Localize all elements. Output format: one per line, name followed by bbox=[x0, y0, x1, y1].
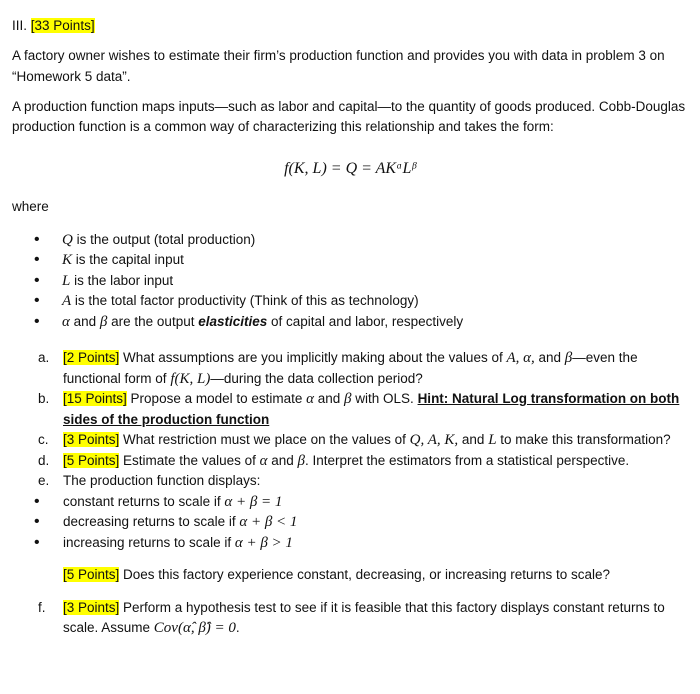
question-a: a. [2 Points] What assumptions are you implicitly making about the values of A, α, and β—even the functional form of f(K, L)—during the data collection period? bbox=[38, 350, 638, 387]
cobb-douglas-formula: f(K, L) = Q = AKᵅLᵝ bbox=[284, 160, 416, 178]
description-paragraph: A production function maps inputs—such as labor and capital—to the quantity of goods produced. Cobb-Douglas production function is a common way of characterizing this relationship and takes the form: bbox=[12, 98, 686, 134]
definition-item: • α and β are the output elasticities of capital and labor, respectively bbox=[34, 312, 688, 333]
section-number: III. bbox=[12, 18, 28, 33]
question-label: b. bbox=[38, 391, 50, 406]
definition-item: • K is the capital input bbox=[34, 250, 688, 271]
question-points: [3 Points] bbox=[63, 599, 120, 615]
question-b: b. [15 Points] Propose a model to estimate α and β with OLS. Hint: Natural Log transformation on both sides of the production function bbox=[38, 391, 680, 427]
question-points: [15 Points] bbox=[63, 391, 127, 406]
definition-item: • L is the labor input bbox=[34, 271, 688, 292]
definition-item: • A is the total factor productivity (Think of this as technology) bbox=[34, 291, 688, 312]
definition-item: • Q is the output (total production) bbox=[34, 230, 688, 251]
question-label: d. bbox=[38, 452, 50, 468]
question-label: f. bbox=[38, 599, 46, 615]
hint-text: Hint: Natural Log transformation on both sides of the production function bbox=[63, 391, 680, 427]
definitions-list bbox=[12, 230, 688, 333]
intro-paragraph: A factory owner wishes to estimate their firm’s production function and provides you with data in problem 3 on “Homework 5 data”. bbox=[12, 48, 665, 84]
returns-item: • increasing returns to scale if α + β > 1 bbox=[34, 533, 688, 554]
question-e-followup: [5 Points] Does this factory experience constant, decreasing, or increasing returns to scale? bbox=[63, 567, 611, 582]
returns-item: • decreasing returns to scale if α + β < 1 bbox=[34, 512, 688, 533]
returns-to-scale-list bbox=[12, 492, 688, 554]
question-label: a. bbox=[38, 350, 50, 365]
question-points: [5 Points] bbox=[63, 567, 120, 582]
section-header bbox=[12, 16, 688, 36]
returns-item: • constant returns to scale if α + β = 1 bbox=[34, 492, 688, 513]
question-points: [2 Points] bbox=[63, 350, 120, 365]
where-label: where bbox=[12, 199, 49, 215]
document bbox=[12, 16, 688, 639]
question-e: e. The production function displays: bbox=[12, 471, 688, 492]
question-points: [3 Points] bbox=[63, 432, 120, 447]
question-d: d. [5 Points] Estimate the values of α and β. Interpret the estimators from a statistical perspective. bbox=[12, 451, 688, 472]
question-c: c. [3 Points] What restriction must we place on the values of Q, A, K, and L to make this transformation? bbox=[12, 430, 688, 451]
question-label: e. bbox=[38, 473, 50, 488]
question-label: c. bbox=[38, 432, 49, 447]
section-points: [33 Points] bbox=[30, 18, 95, 33]
question-points: [5 Points] bbox=[63, 452, 120, 468]
question-f: f. [3 Points] Perform a hypothesis test to see if it is feasible that this factory displays constant returns to scale. Assume Cov(α̂, β̂) = 0. bbox=[38, 599, 665, 636]
